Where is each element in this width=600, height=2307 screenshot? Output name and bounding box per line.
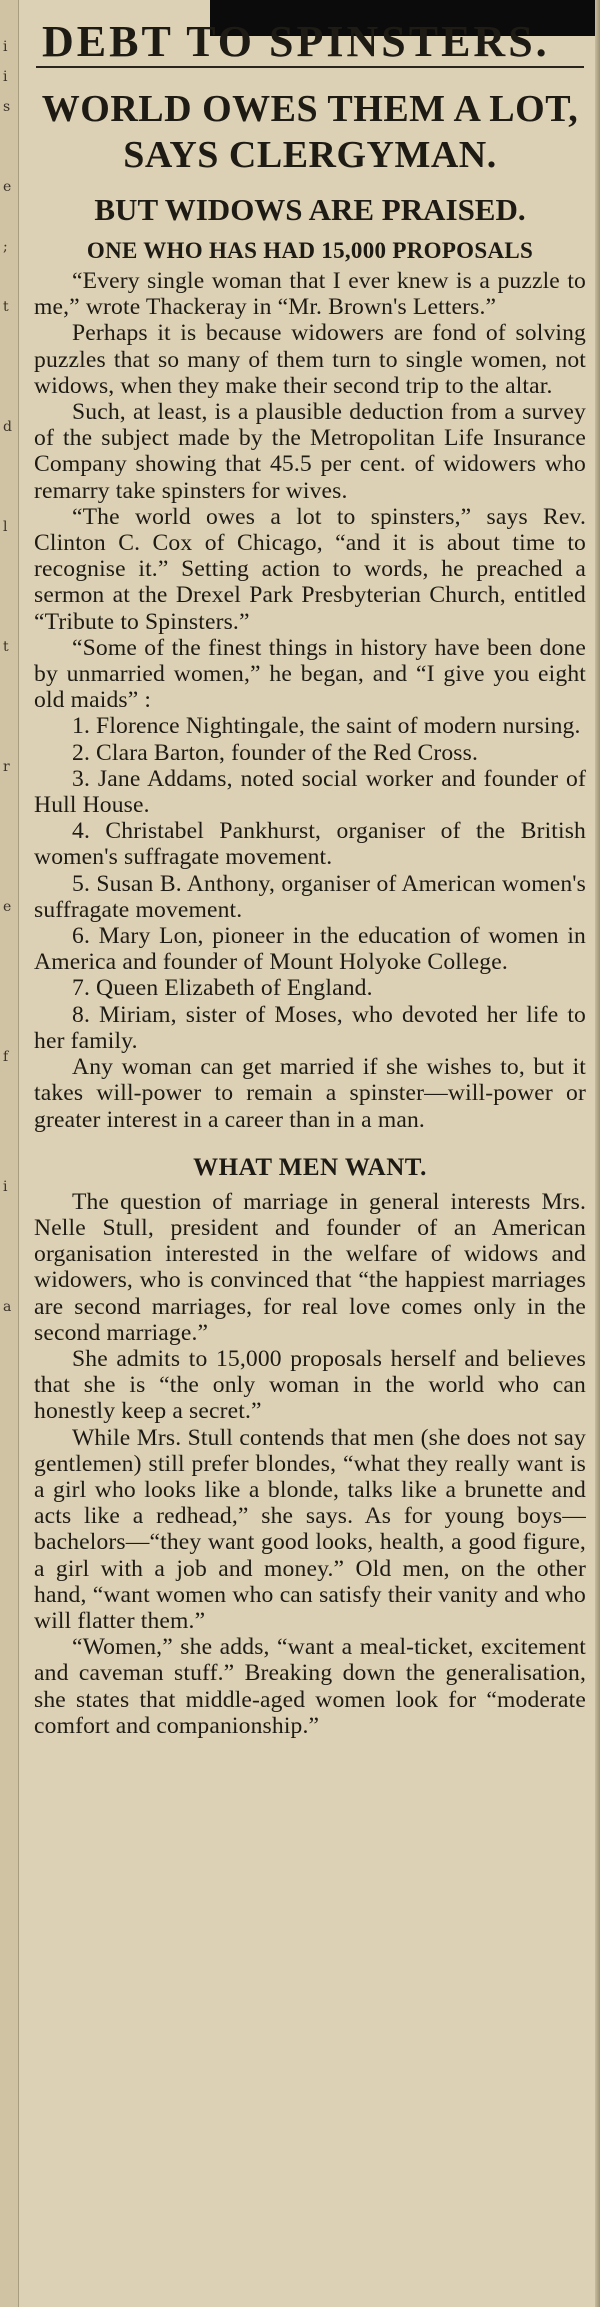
margin-fragment: i	[3, 1179, 8, 1195]
article-body-section-2	[34, 1189, 586, 1739]
margin-fragment: e	[3, 179, 12, 195]
paragraph: “Women,” she adds, “want a meal-ticket, excitement and caveman stuff.” Breaking down the generalisation, she states that middle-aged women look for “moderate comfort and companionship.”	[34, 1634, 586, 1739]
paragraph: “Some of the finest things in history have been done by unmarried women,” he began, and “I give you eight old maids” :	[34, 634, 586, 714]
list-item: 2. Clara Barton, founder of the Red Cross.	[72, 739, 478, 766]
margin-fragment: d	[3, 419, 12, 435]
margin-fragment: t	[3, 299, 9, 315]
margin-fragment: i	[3, 39, 8, 55]
list-item: 1. Florence Nightingale, the saint of modern nursing.	[72, 713, 581, 740]
margin-fragment: t	[3, 639, 9, 655]
adjacent-column-margin	[0, 0, 19, 2307]
list-item: 8. Miriam, sister of Moses, who devoted her life to her family.	[34, 1001, 586, 1054]
paragraph: “The world owes a lot to spinsters,” says Rev. Clinton C. Cox of Chicago, “and it is about time to recognise it.” Setting action to words, he preached a sermon at the Drexel Park Presbyterian Church, entitled “Tribute to Spinsters.”	[34, 503, 586, 635]
margin-fragment: l	[3, 519, 8, 535]
margin-fragment: e	[3, 899, 12, 915]
margin-fragment: f	[3, 1049, 9, 1065]
headline-secondary: BUT WIDOWS ARE PRAISED.	[94, 192, 526, 227]
masthead-rule	[36, 66, 584, 68]
margin-fragment: ;	[3, 239, 8, 255]
headline-deck: ONE WHO HAS HAD 15,000 PROPOSALS	[86, 238, 534, 263]
paragraph: Such, at least, is a plausible deduction from a survey of the subject made by the Metropolitan Life Insurance Company showing that 45.5 per cent. of widowers who remarry take spinsters for wives.	[34, 399, 586, 504]
list-item: 3. Jane Addams, noted social worker and founder of Hull House.	[34, 765, 586, 819]
margin-fragment: s	[3, 99, 11, 115]
list-item: 7. Queen Elizabeth of England.	[72, 975, 373, 1002]
list-item: 5. Susan B. Anthony, organiser of American women's suffragate movement.	[34, 870, 586, 923]
list-item: 6. Mary Lon, pioneer in the education of women in America and founder of Mount Holyoke College.	[34, 923, 586, 976]
list-item: 4. Christabel Pankhurst, organiser of the British women's suffragate movement.	[34, 818, 586, 871]
page-edge	[595, 0, 600, 2307]
paragraph: The question of marriage in general interests Mrs. Nelle Stull, president and founder of an American organisation interested in the welfare of widows and widowers, who is convinced that “the happiest marriages are second marriages, for real love comes only in the second marriage.”	[34, 1188, 586, 1346]
article-body-section-1	[34, 268, 586, 1133]
masthead: DEBT TO SPINSTERS.	[42, 20, 550, 60]
headline-main: WORLD OWES THEM A LOT, SAYS CLERGYMAN.	[41, 88, 579, 176]
newspaper-clipping	[20, 0, 594, 2307]
paragraph: Any woman can get married if she wishes to, but it takes will-power to remain a spinster—will-power or greater interest in a career than in a man.	[34, 1054, 586, 1133]
margin-fragment: a	[3, 1299, 12, 1315]
subhead: WHAT MEN WANT.	[193, 1153, 427, 1181]
margin-fragment: r	[3, 759, 10, 775]
paragraph: While Mrs. Stull contends that men (she does not say gentlemen) still prefer blondes, “what they really want is a girl who looks like a blonde, talks like a brunette and acts like a redhead,” she says. As for young boys—bachelors—“they want good looks, health, a good figure, a girl with a job and money.” Old men, on the other hand, “want women who can satisfy their vanity and who will flatter them.”	[34, 1424, 586, 1634]
paragraph: “Every single woman that I ever knew is a puzzle to me,” wrote Thackeray in “Mr. Brown's Letters.”	[34, 268, 586, 321]
margin-fragment: i	[3, 69, 8, 85]
paragraph: She admits to 15,000 proposals herself and believes that she is “the only woman in the world who can honestly keep a secret.”	[34, 1345, 586, 1425]
paragraph: Perhaps it is because widowers are fond of solving puzzles that so many of them turn to single women, not widows, when they make their second trip to the altar.	[34, 320, 586, 399]
